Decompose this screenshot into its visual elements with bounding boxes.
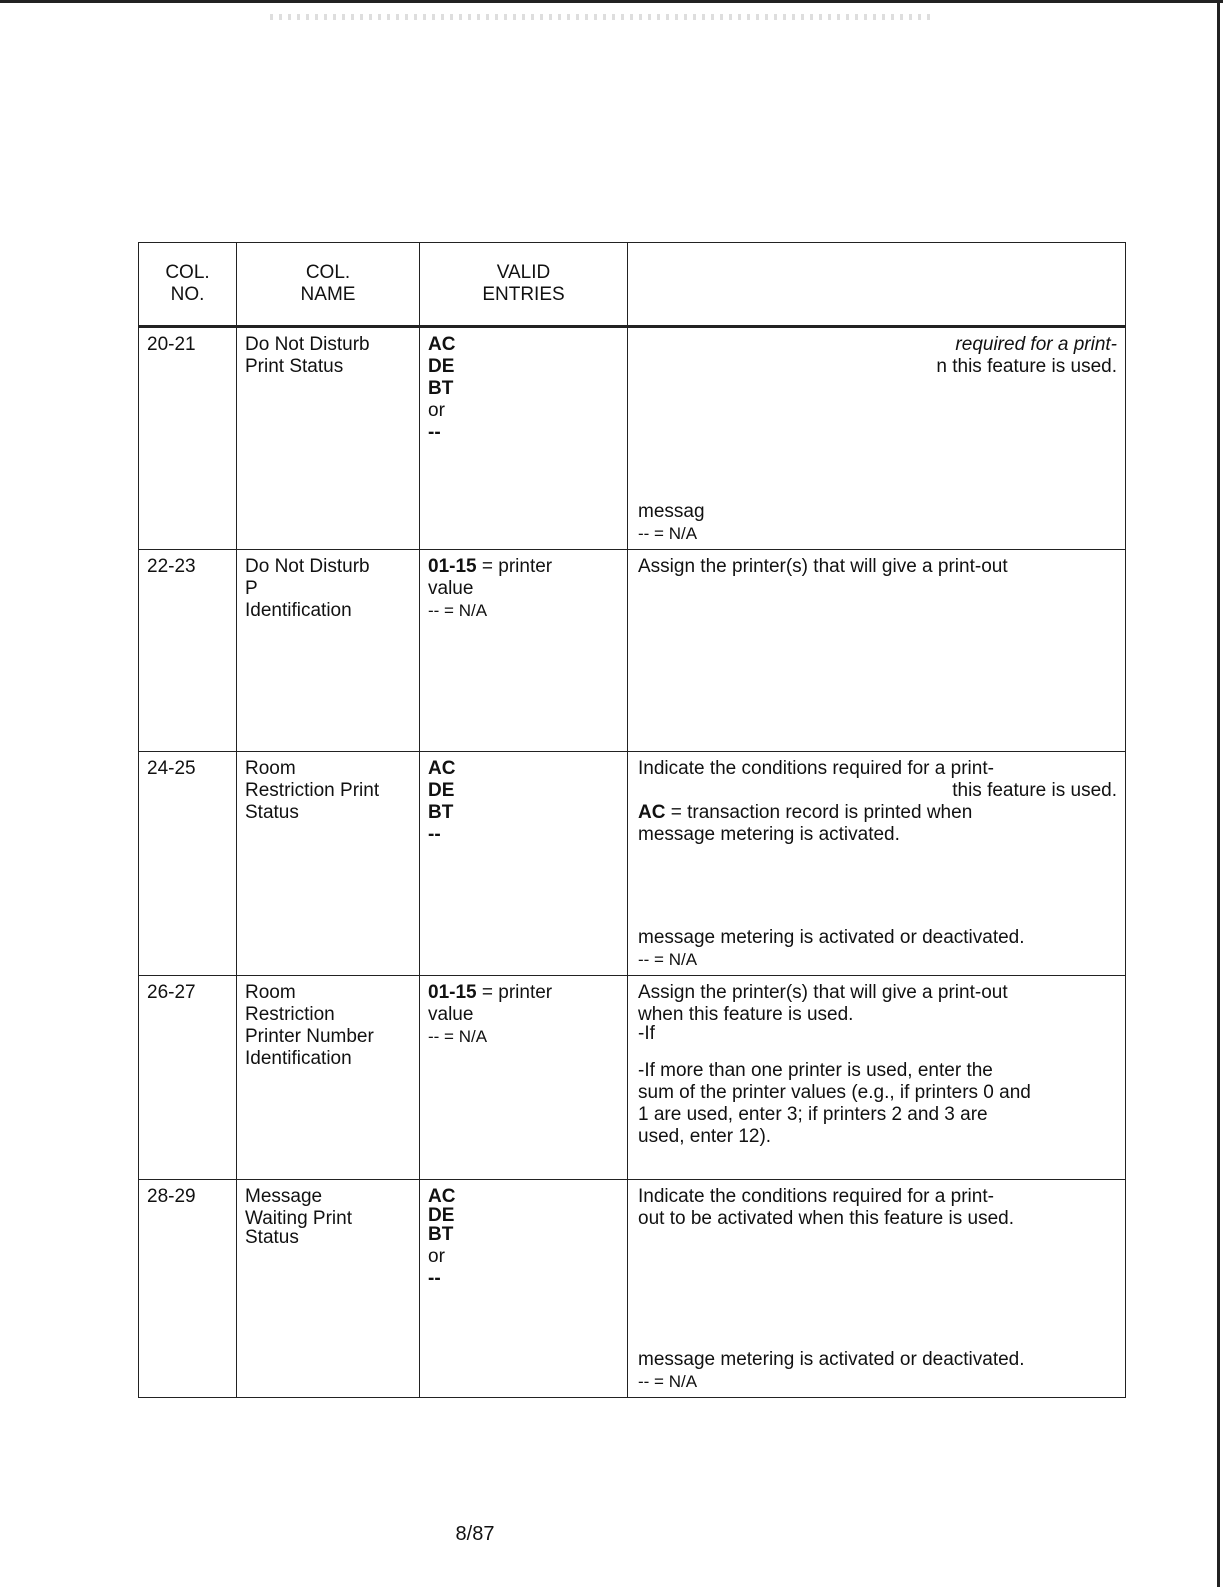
row-description: Assign the printer(s) that will give a print-out (628, 550, 1126, 752)
page-border-top (0, 0, 1223, 3)
row-col-name: Do Not Disturb P Identification (237, 550, 420, 752)
row-col-no: 26-27 (139, 976, 237, 1180)
row-col-no: 20-21 (139, 327, 237, 550)
row-valid-entries: AC DE BT or -- (420, 1180, 628, 1398)
row-valid-entries: 01-15 = printer value -- = N/A (420, 550, 628, 752)
row-description: Assign the printer(s) that will give a print-out when this feature is used. -If -If more than one printer is used, enter the sum of the printer values (e.g., if printers 0 and 1 are used, enter 3; if printers 2 and 3 are used, enter 12). (628, 976, 1126, 1180)
header-col-no: COL. NO. (139, 243, 237, 327)
row-col-name: Room Restriction Printer Number Identification (237, 976, 420, 1180)
scan-artifact (270, 14, 930, 20)
row-col-name: Message Waiting Print Status (237, 1180, 420, 1398)
page-number: 8/87 (455, 1523, 495, 1545)
row-description: required for a print- n this feature is used. messag -- = N/A (628, 327, 1126, 550)
header-col-name: COL. NAME (237, 243, 420, 327)
header-description (628, 243, 1126, 327)
table-row (139, 327, 1126, 550)
row-col-no: 22-23 (139, 550, 237, 752)
table-row (139, 1180, 1126, 1398)
table-row (139, 550, 1126, 752)
row-description: Indicate the conditions required for a print- this feature is used. AC = transaction record is printed when message metering is activated. message metering is activated or deactivated. -- = N/A (628, 752, 1126, 976)
row-col-name: Do Not Disturb Print Status (237, 327, 420, 550)
table-row (139, 752, 1126, 976)
table-header-row (139, 243, 1126, 327)
table-row (139, 976, 1126, 1180)
row-valid-entries: AC DE BT -- (420, 752, 628, 976)
row-description: Indicate the conditions required for a print- out to be activated when this feature is used. message metering is activated or deactivated. -- = N/A (628, 1180, 1126, 1398)
column-spec-table (138, 242, 1126, 1398)
header-valid-entries: VALID ENTRIES (420, 243, 628, 327)
page-border-right (1217, 0, 1220, 1587)
row-col-name: Room Restriction Print Status (237, 752, 420, 976)
row-col-no: 28-29 (139, 1180, 237, 1398)
row-valid-entries: AC DE BT or -- (420, 327, 628, 550)
row-col-no: 24-25 (139, 752, 237, 976)
row-valid-entries: 01-15 = printer value -- = N/A (420, 976, 628, 1180)
